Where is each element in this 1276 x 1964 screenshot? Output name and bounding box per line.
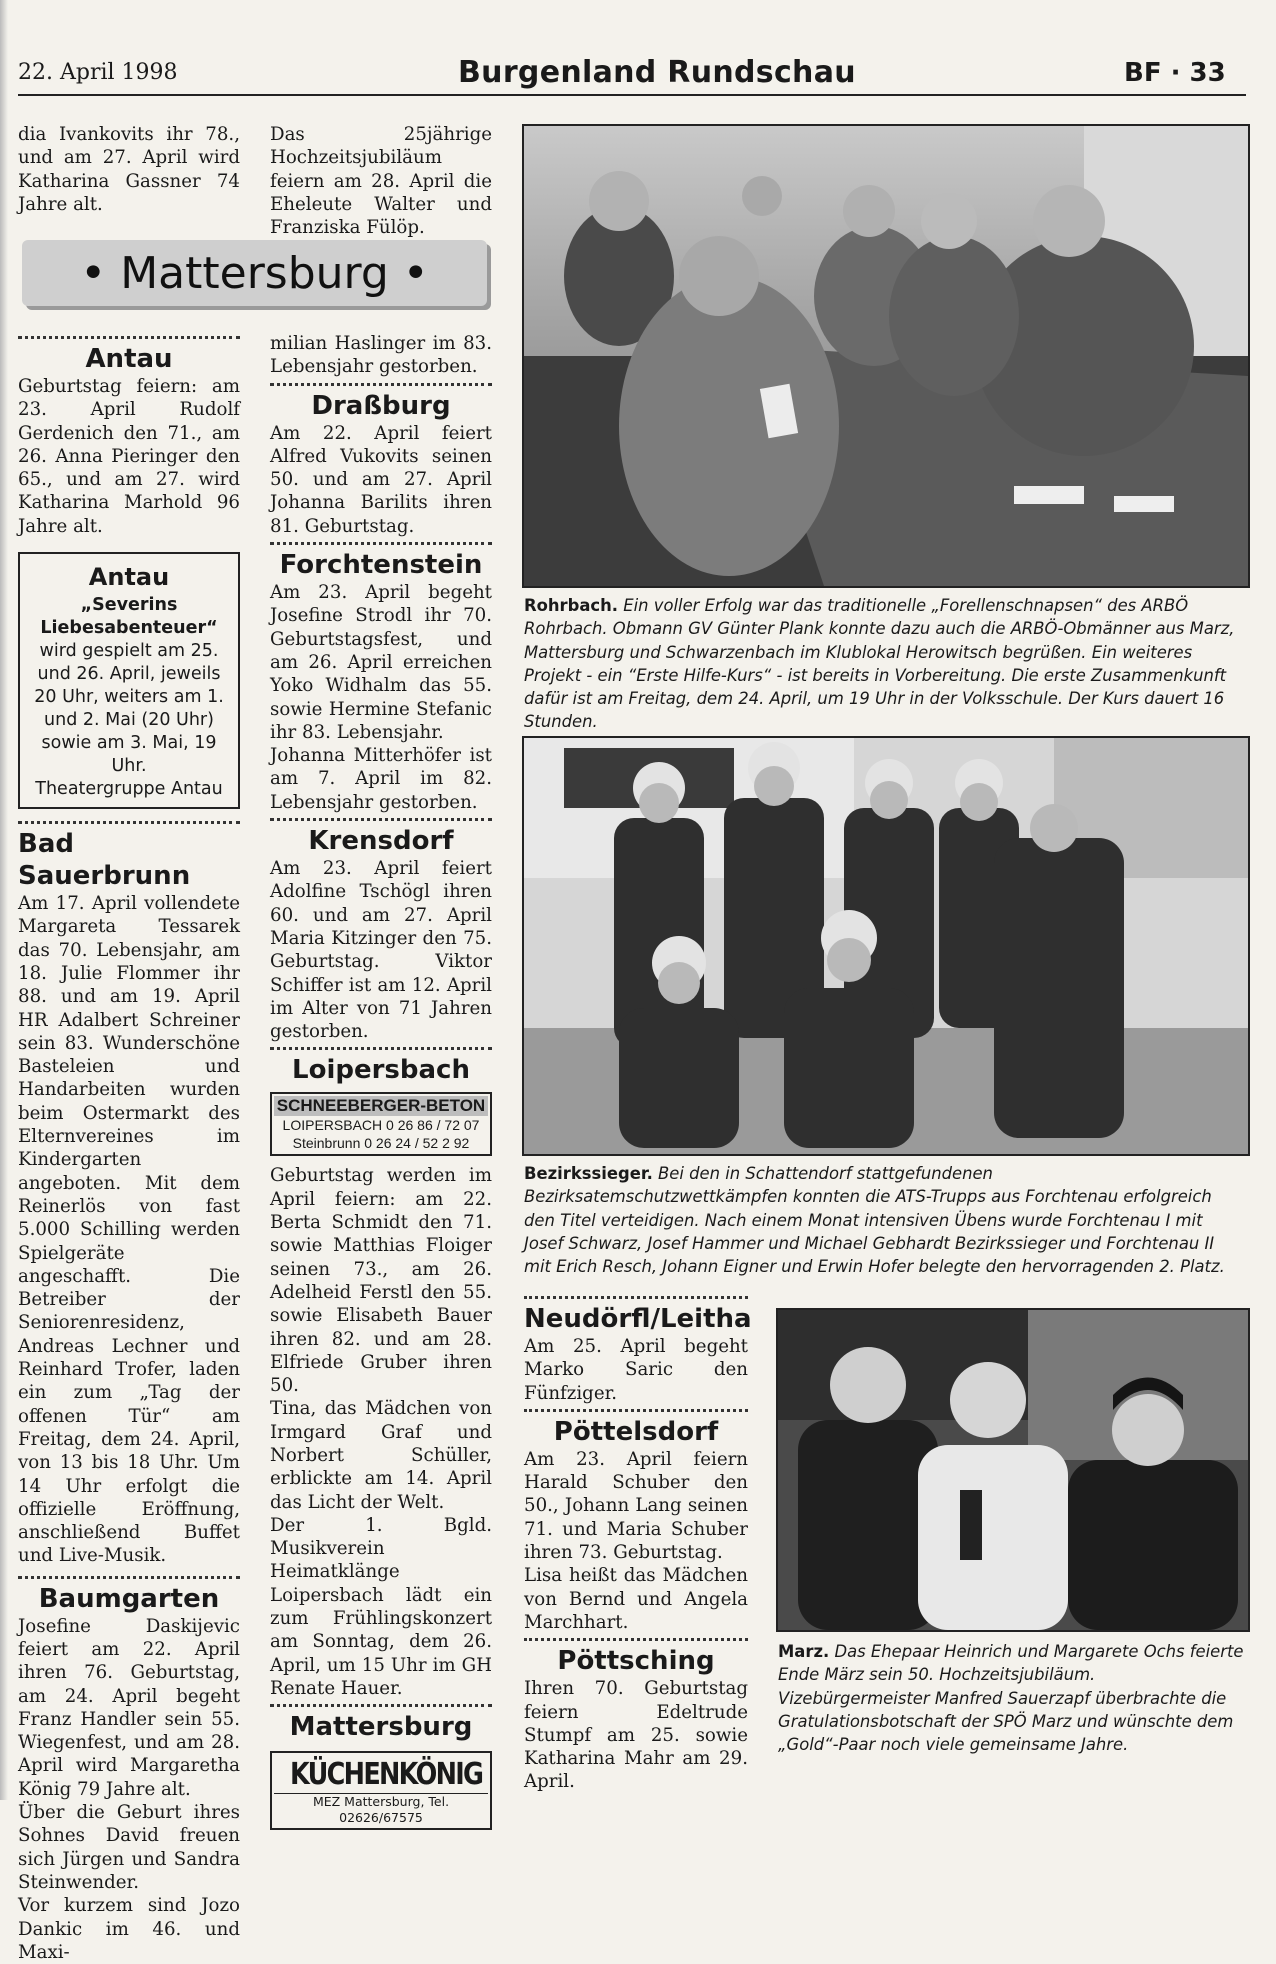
column-2 [270,332,492,1830]
ad-beton-name: SCHNEEBERGER-BETON [274,1096,488,1116]
loipersbach-text-1: Geburtstag werden im April feiern: am 22. Berta Schmidt den 71. sowie Matthias Floiger seinen 73., am 26. Adelheid Ferstl den 55. sowie Elisabeth Bauer ihren 82. und am 28. Elfriede Gruber ihren 50. [270,1165,492,1397]
poettelsdorf-text-1: Am 23. April feiern Harald Schuber den 50., Johann Lang seinen 71. und Maria Schuber ihren 73. Geburtstag. [524,1448,748,1564]
ad-schneeberger-beton [270,1092,492,1156]
loipersbach-text-2: Tina, das Mädchen von Irmgard Graf und Norbert Schüller, erblickte am 14. April das Licht der Welt. [270,1398,492,1513]
baumgarten-text-1: Josefine Daskijevic feiert am 22. April ihren 76. Geburtstag, am 24. April begeht Franz Handler sein 55. Wiegenfest, und am 28. April wird Margaretha König 79 Jahre alt. [18,1615,240,1800]
divider [18,1576,240,1579]
col2-continuation: milian Haslinger im 83. Lebensjahr gestorben. [270,333,492,378]
newspaper-title: Burgenland Rundschau [458,55,856,90]
heading-poettelsdorf: Pöttelsdorf [553,1416,719,1447]
box-title: Antau [88,563,170,592]
photo-firefighters [522,736,1250,1156]
antau-text: Geburtstag feiern: am 23. April Rudolf Gerdenich den 71., am 26. Anna Pieringer den 65., und am 27. wird Katharina Marhold 96 Jahre alt. [18,376,240,537]
baumgarten-text-3: Vor kurzem sind Jozo Dankic im 46. und Maxi- [18,1895,240,1963]
antau-theatre-box [18,552,240,809]
photo-card-players [522,124,1250,588]
col2-top-text: Das 25jährige Hochzeitsjubiläum feiern am 28. April die Eheleute Walter und Franziska Fülöp. [270,124,492,239]
caption-marz [778,1640,1246,1756]
column-1 [18,332,240,1964]
issue-date: 22. April 1998 [18,60,178,85]
caption-marz-lead: Marz. [778,1642,830,1661]
heading-antau: Antau [85,344,173,374]
divider [524,1409,748,1412]
ad-kk-address: MEZ Mattersburg, Tel. 02626/67575 [274,1793,488,1826]
divider [18,821,240,824]
column-3 [524,1300,752,1794]
poettsching-text: Ihren 70. Geburtstag feiern Edeltrude Stumpf am 25. sowie Katharina Mahr am 29. April. [524,1678,748,1793]
divider [270,383,492,386]
divider [270,1047,492,1050]
forchtenstein-text-2: Johanna Mitterhöfer ist am 7. April im 82. Lebensjahr gestorben. [270,745,492,813]
divider [270,542,492,545]
column-2-top [270,123,492,239]
loipersbach-text-3: Der 1. Bgld. Musikverein Heimatklänge Loipersbach lädt ein zum Frühlingskonzert am Sonntag, dem 26. April, um 15 Uhr im GH Renate Hauer. [270,1514,492,1699]
photo-anniversary-image [778,1310,1248,1630]
column-1-top [18,123,240,216]
box-text: wird gespielt am 25. und 26. April, jeweils 20 Uhr, weiters am 1. und 2. Mai (20 Uhr) sowie am 3. Mai, 19 Uhr. [34,641,224,777]
heading-forchtenstein: Forchtenstein [279,550,483,581]
photo-firefighters-image [524,738,1248,1154]
heading-mattersburg: Mattersburg [289,1712,473,1743]
neudoerfl-text: Am 25. April begeht Marko Saric den Fünfziger. [524,1336,748,1404]
ad-beton-phone-1: LOIPERSBACH 0 26 86 / 72 07 [282,1117,480,1134]
box-show-line-1: „Severins [80,595,178,616]
col1-top-text: dia Ivankovits ihr 78., und am 27. April wird Katharina Gassner 74 Jahre alt. [18,124,240,215]
ad-beton-phone-2: Steinbrunn 0 26 24 / 52 2 92 [292,1135,470,1152]
caption-rohrbach-text: Ein voller Erfolg war das traditionelle „Forellenschnapsen“ des ARBÖ Rohrbach. Obmann GV Günter Plank konnte dazu auch die ARBÖ-Obmänner aus Marz, Mattersburg und Schwarzenbach im Klublokal Herowitsch begrüßen. Ein weiteres Projekt - ein “Erste Hilfe-Kurs“ - ist bereits in Vorbereitung. Die erste Zusammenkunft dafür ist am Freitag, dem 24. April, um 19 Uhr in der Volksschule. Der Kurs dauert 16 Stunden. [524,596,1235,732]
divider [18,336,240,339]
photo-anniversary [776,1308,1250,1632]
bad-sauerbrunn-text: Am 17. April vollendete Margareta Tessarek das 70. Lebensjahr, am 18. Julie Flommer ihr 88. und am 19. April HR Adalbert Schreiner sein 83. Wunderschöne Basteleien und Handarbeiten wurden beim Ostermarkt des Elternvereines im Kindergarten angeboten. Mit dem Reinerlös von fast 5.000 Schilling werden Spielgeräte angeschafft. Die Betreiber der Seniorenresidenz, Andreas Lechner und Reinhard Trofer, laden ein zum „Tag der offenen Tür“ am Freitag, dem 24. April, von 13 bis 18 Uhr. Um 14 Uhr erfolgt die offizielle Eröffnung, anschließend Buffet und Live-Musik. [18,893,240,1567]
divider [524,1638,748,1641]
divider [524,1296,748,1299]
box-show-line-2: Liebesabenteuer“ [40,618,218,639]
page-number: BF · 33 [1124,58,1226,88]
header-rule [18,94,1246,96]
caption-rohrbach [524,594,1246,734]
caption-rohrbach-lead: Rohrbach. [524,596,619,615]
heading-loipersbach: Loipersbach [292,1055,470,1086]
divider [270,818,492,821]
section-banner: • Mattersburg • [22,240,487,306]
heading-drassburg: Draßburg [311,390,451,421]
caption-marz-text: Das Ehepaar Heinrich und Margarete Ochs feierte Ende März sein 50. Hochzeitsjubiläum. Vizebürgermeister Manfred Sauerzapf überbrachte die Gratulationsbotschaft der SPÖ Marz und wünschte dem „Gold“-Paar noch viele gemeinsame Jahre. [778,1642,1244,1755]
ad-kk-logo: KÜCHENKÖNIG [290,1757,483,1793]
krensdorf-text: Am 23. April feiert Adolfine Tschögl ihren 60. und am 27. April Maria Kitzinger den 75. Geburtstag. Viktor Schiffer ist am 12. April im Alter von 71 Jahren gestorben. [270,858,492,1043]
divider [270,1704,492,1707]
photo-card-players-image [524,126,1248,586]
box-sign: Theatergruppe Antau [35,779,223,800]
heading-baumgarten: Baumgarten [38,1583,220,1614]
caption-bezirkssieger-text: Bei den in Schattendorf stattgefundenen Bezirksatemschutzwettkämpfen konnten die ATS-Trupps aus Forchtenau erfolgreich den Titel verteidigen. Nach einem Monat intensiven Übens wurde Forchtenau I mit Josef Schwarz, Josef Hammer und Michael Gebhardt Bezirkssieger und Forchtenau II mit Erich Resch, Johann Eigner und Erwin Hofer belegte den hervorragenden 2. Platz. [524,1164,1225,1277]
poettelsdorf-text-2: Lisa heißt das Mädchen von Bernd und Angela Marchhart. [524,1565,748,1633]
page-edge-shadow [0,0,8,1800]
caption-bezirkssieger [524,1162,1246,1278]
ad-kuechenkoenig [270,1751,492,1830]
baumgarten-text-2: Über die Geburt ihres Sohnes David freuen sich Jürgen und Sandra Steinwender. [18,1802,240,1893]
caption-bezirkssieger-lead: Bezirkssieger. [524,1164,653,1183]
heading-krensdorf: Krensdorf [308,826,454,857]
heading-neudoerfl: Neudörfl/Leitha [524,1304,752,1334]
heading-poettsching: Pöttsching [557,1646,715,1677]
forchtenstein-text-1: Am 23. April begeht Josefine Strodl ihr 70. Geburtstagsfest, und am 26. April erreichen Yoko Widhalm das 55. sowie Hermine Stefanic ihr 83. Lebensjahr. [270,582,492,743]
drassburg-text: Am 22. April feiert Alfred Vukovits seinen 50. und am 27. April Johanna Barilits ihren 81. Geburtstag. [270,422,492,537]
heading-bad-sauerbrunn: Bad Sauerbrunn [18,829,191,892]
